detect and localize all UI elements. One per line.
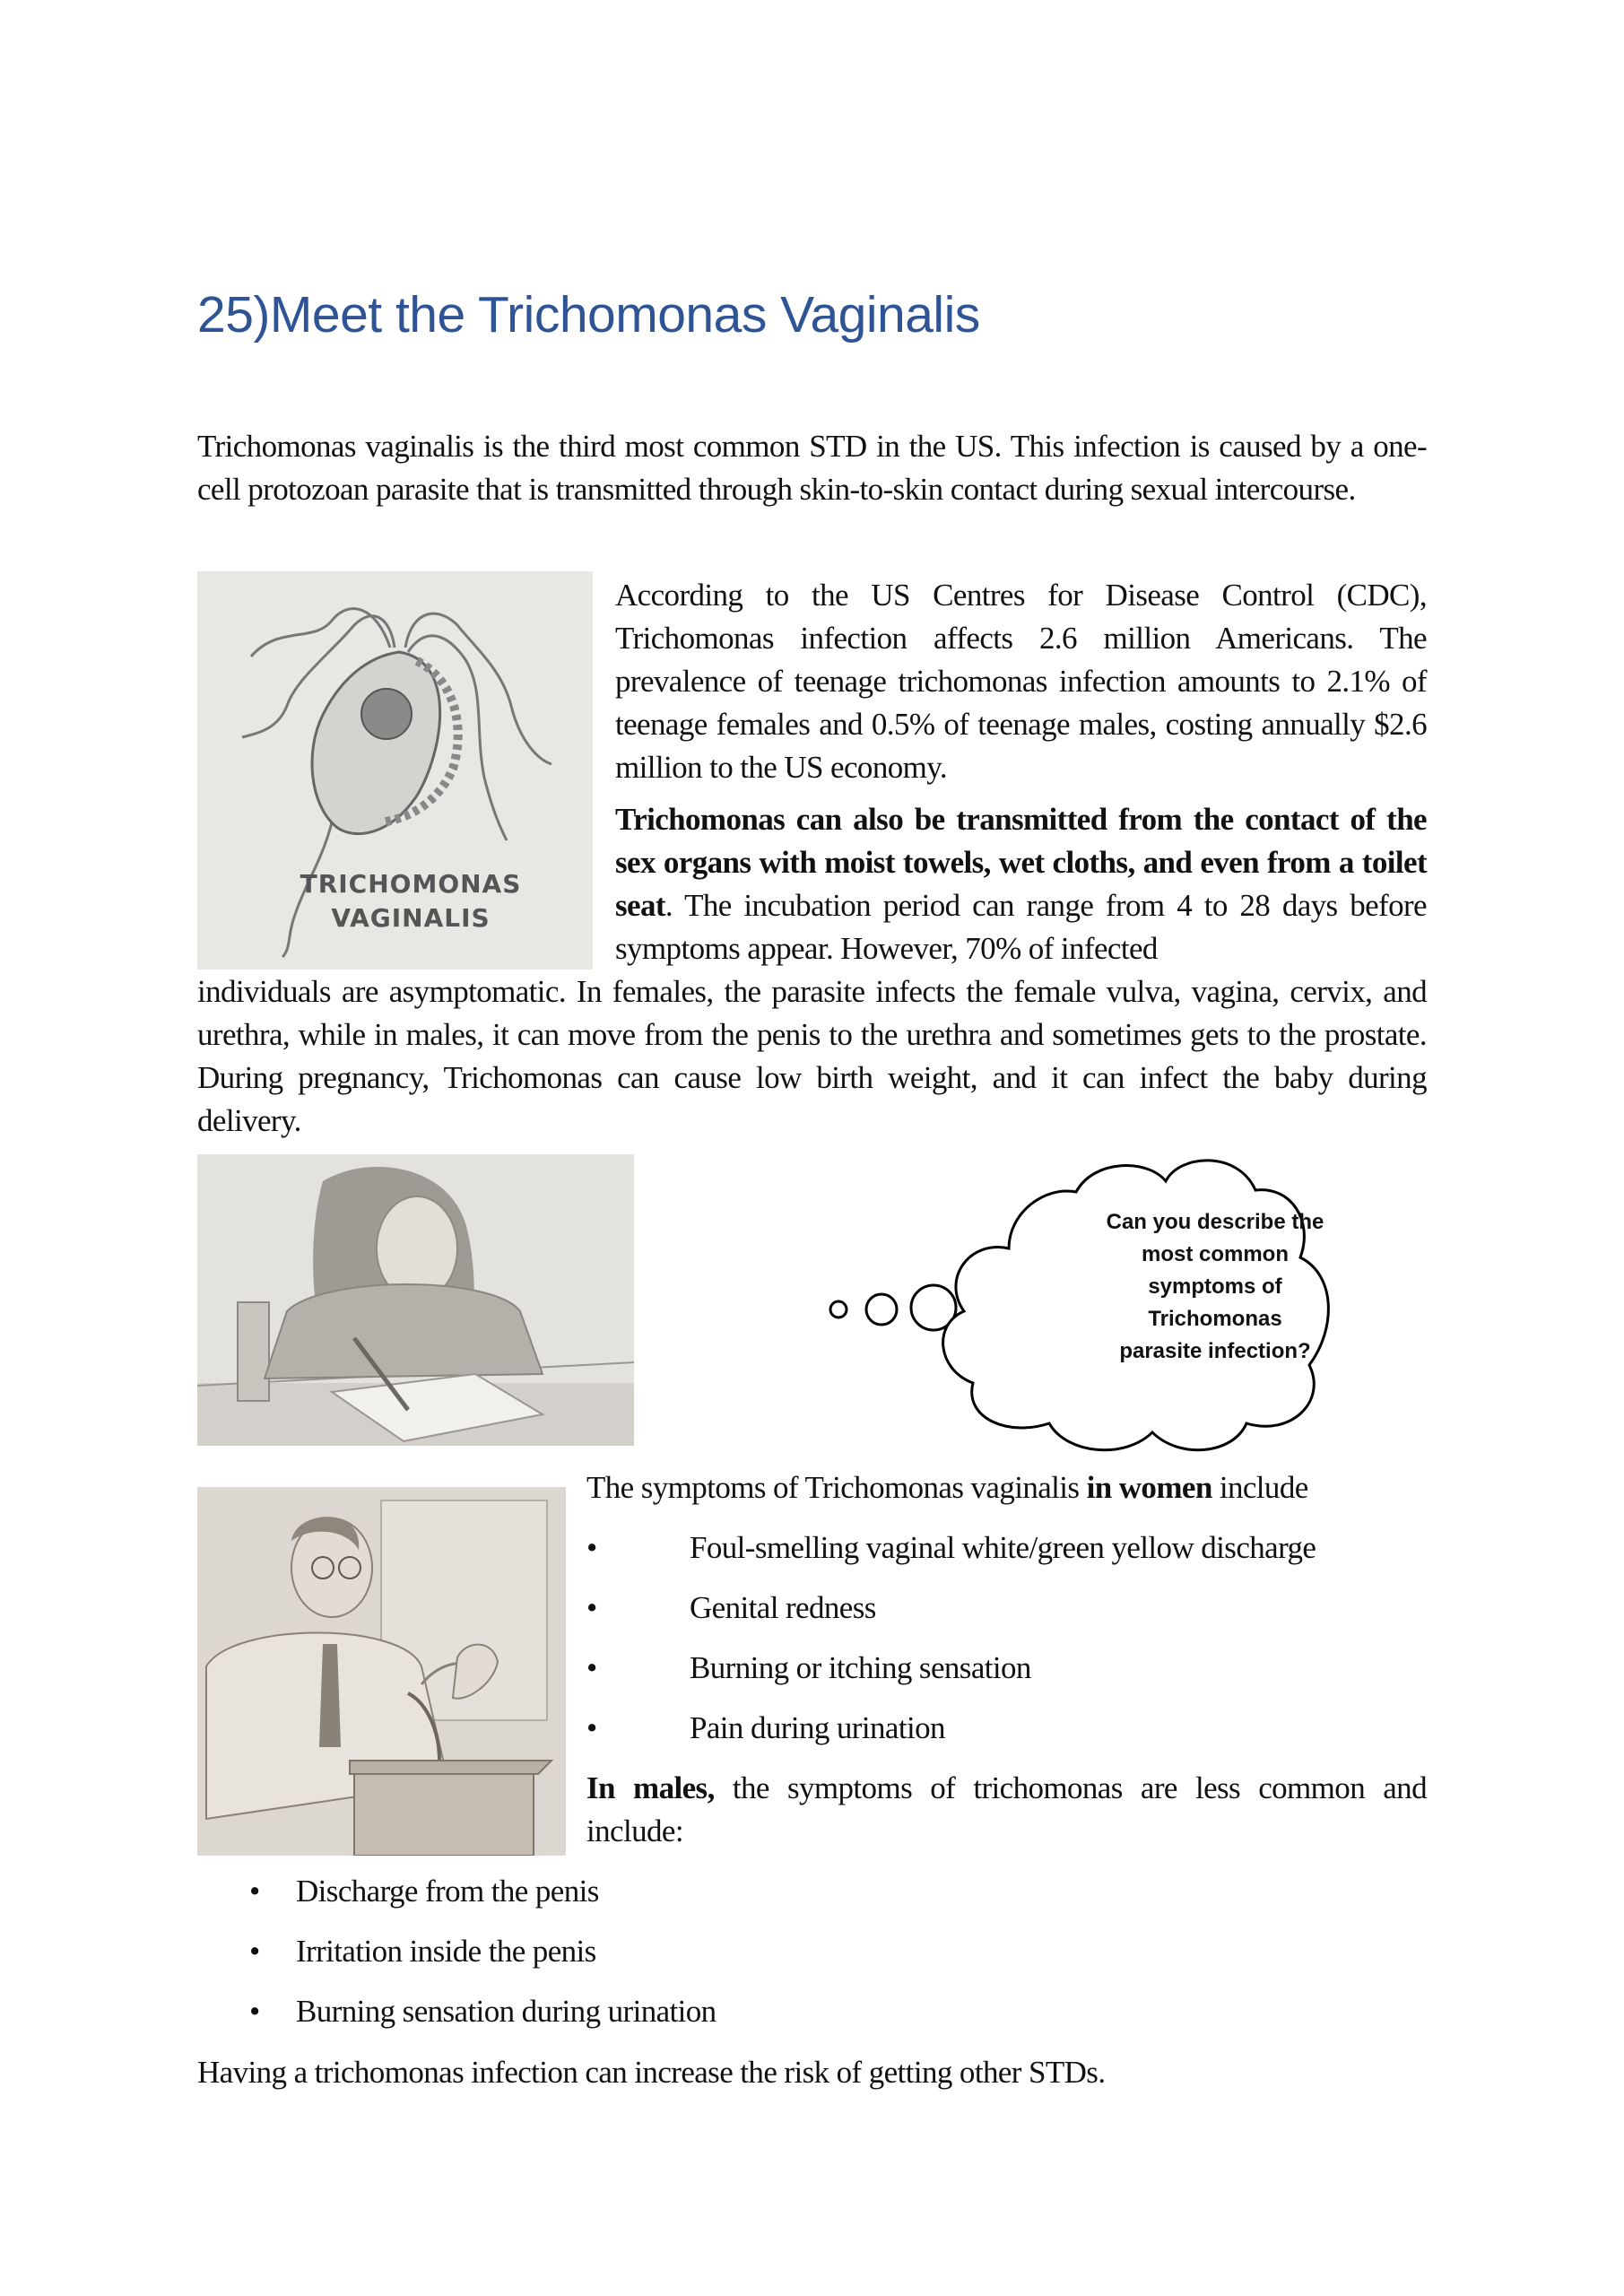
bullet-icon: • — [586, 1530, 597, 1565]
transmission-continuation: individuals are asymptomatic. In females, the parasite infects the female vulva, vagina, cervix, and urethra, while in males, it can move from the penis to the urethra and sometimes gets to the prostate. During pregnancy, Trichomonas can cause low birth weight, and it can infect the baby during delivery. — [197, 974, 1427, 1138]
men-intro-bold: In males, — [586, 1770, 715, 1805]
list-item-text: Burning or itching sensation — [690, 1650, 1031, 1685]
list-item-text: Pain during urination — [690, 1710, 945, 1745]
bubble-line: Can you describe the — [1106, 1210, 1324, 1234]
list-item — [586, 1587, 1420, 1647]
women-intro-bold: in women — [1086, 1470, 1212, 1505]
intro-paragraph: Trichomonas vaginalis is the third most common STD in the US. This infection is caused by a one-cell protozoan parasite that is transmitted through skin-to-skin contact during sexual intercourse. — [197, 429, 1427, 507]
transmission-paragraph — [615, 798, 1427, 970]
bullet-icon: • — [586, 1650, 597, 1685]
list-item-text: Genital redness — [690, 1590, 876, 1625]
list-item — [197, 1930, 1184, 1990]
list-item — [197, 1870, 1184, 1930]
list-item-text: Burning sensation during urination — [296, 1994, 716, 2029]
men-symptoms-list — [197, 1870, 1184, 2050]
bullet-icon: • — [586, 1710, 597, 1745]
list-item-text: Foul-smelling vaginal white/green yellow discharge — [690, 1530, 1316, 1565]
bubble-line: symptoms of — [1148, 1274, 1282, 1299]
women-symptoms-list — [586, 1526, 1420, 1767]
page-title: 25)Meet the Trichomonas Vaginalis — [197, 286, 980, 344]
bubble-line: parasite infection? — [1119, 1339, 1311, 1363]
caption-line-1: TRICHOMONAS — [300, 869, 522, 899]
thought-dot-small — [830, 1301, 847, 1318]
women-intro-text: The symptoms of Trichomonas vaginalis — [586, 1470, 1087, 1505]
bullet-icon: • — [249, 1994, 260, 2029]
list-item — [586, 1707, 1420, 1767]
list-item — [586, 1647, 1420, 1707]
bullet-icon: • — [249, 1874, 260, 1909]
women-symptoms-intro — [586, 1466, 1420, 1509]
stats-paragraph: According to the US Centres for Disease Control (CDC), Trichomonas infection affects 2.6 million Americans. The prevalence of teenage trichomonas infection amounts to 2.1% of teenage females and 0.5% of teenage males, costing annually $2.6 million to the US economy. — [615, 578, 1427, 785]
list-item-text: Irritation inside the penis — [296, 1934, 596, 1969]
transmission-rest: . The incubation period can range from 4 to 28 days before symptoms appear. However, 70% of infected — [615, 888, 1427, 966]
bullet-icon: • — [249, 1934, 260, 1969]
caption-line-2: VAGINALIS — [331, 903, 491, 933]
girl-writing-illustration — [197, 1154, 634, 1446]
bubble-line: Trichomonas — [1148, 1307, 1282, 1331]
men-symptoms-intro — [586, 1767, 1427, 1853]
doctor-lecturing-illustration — [197, 1487, 566, 1856]
men-intro-text: the symptoms of trichomonas are less common and include: — [586, 1770, 1427, 1848]
list-item — [197, 1990, 1184, 2050]
girl-drawing — [197, 1154, 634, 1446]
list-item-text: Discharge from the penis — [296, 1874, 599, 1909]
list-item — [586, 1526, 1420, 1587]
women-intro-end: include — [1211, 1470, 1308, 1505]
bubble-line: most common — [1141, 1242, 1289, 1266]
thought-bubble-text — [1040, 1206, 1390, 1368]
thought-dot-medium — [866, 1294, 897, 1325]
bullet-icon: • — [586, 1590, 597, 1625]
closing-paragraph: Having a trichomonas infection can increase the risk of getting other STDs. — [197, 2055, 1106, 2090]
doctor-drawing — [197, 1487, 566, 1856]
transmission-bold: Trichomonas can also be transmitted from the contact of the sex organs with moist towels, wet cloths, and even from a toilet seat — [615, 802, 1427, 923]
trichomonas-illustration — [197, 571, 593, 970]
